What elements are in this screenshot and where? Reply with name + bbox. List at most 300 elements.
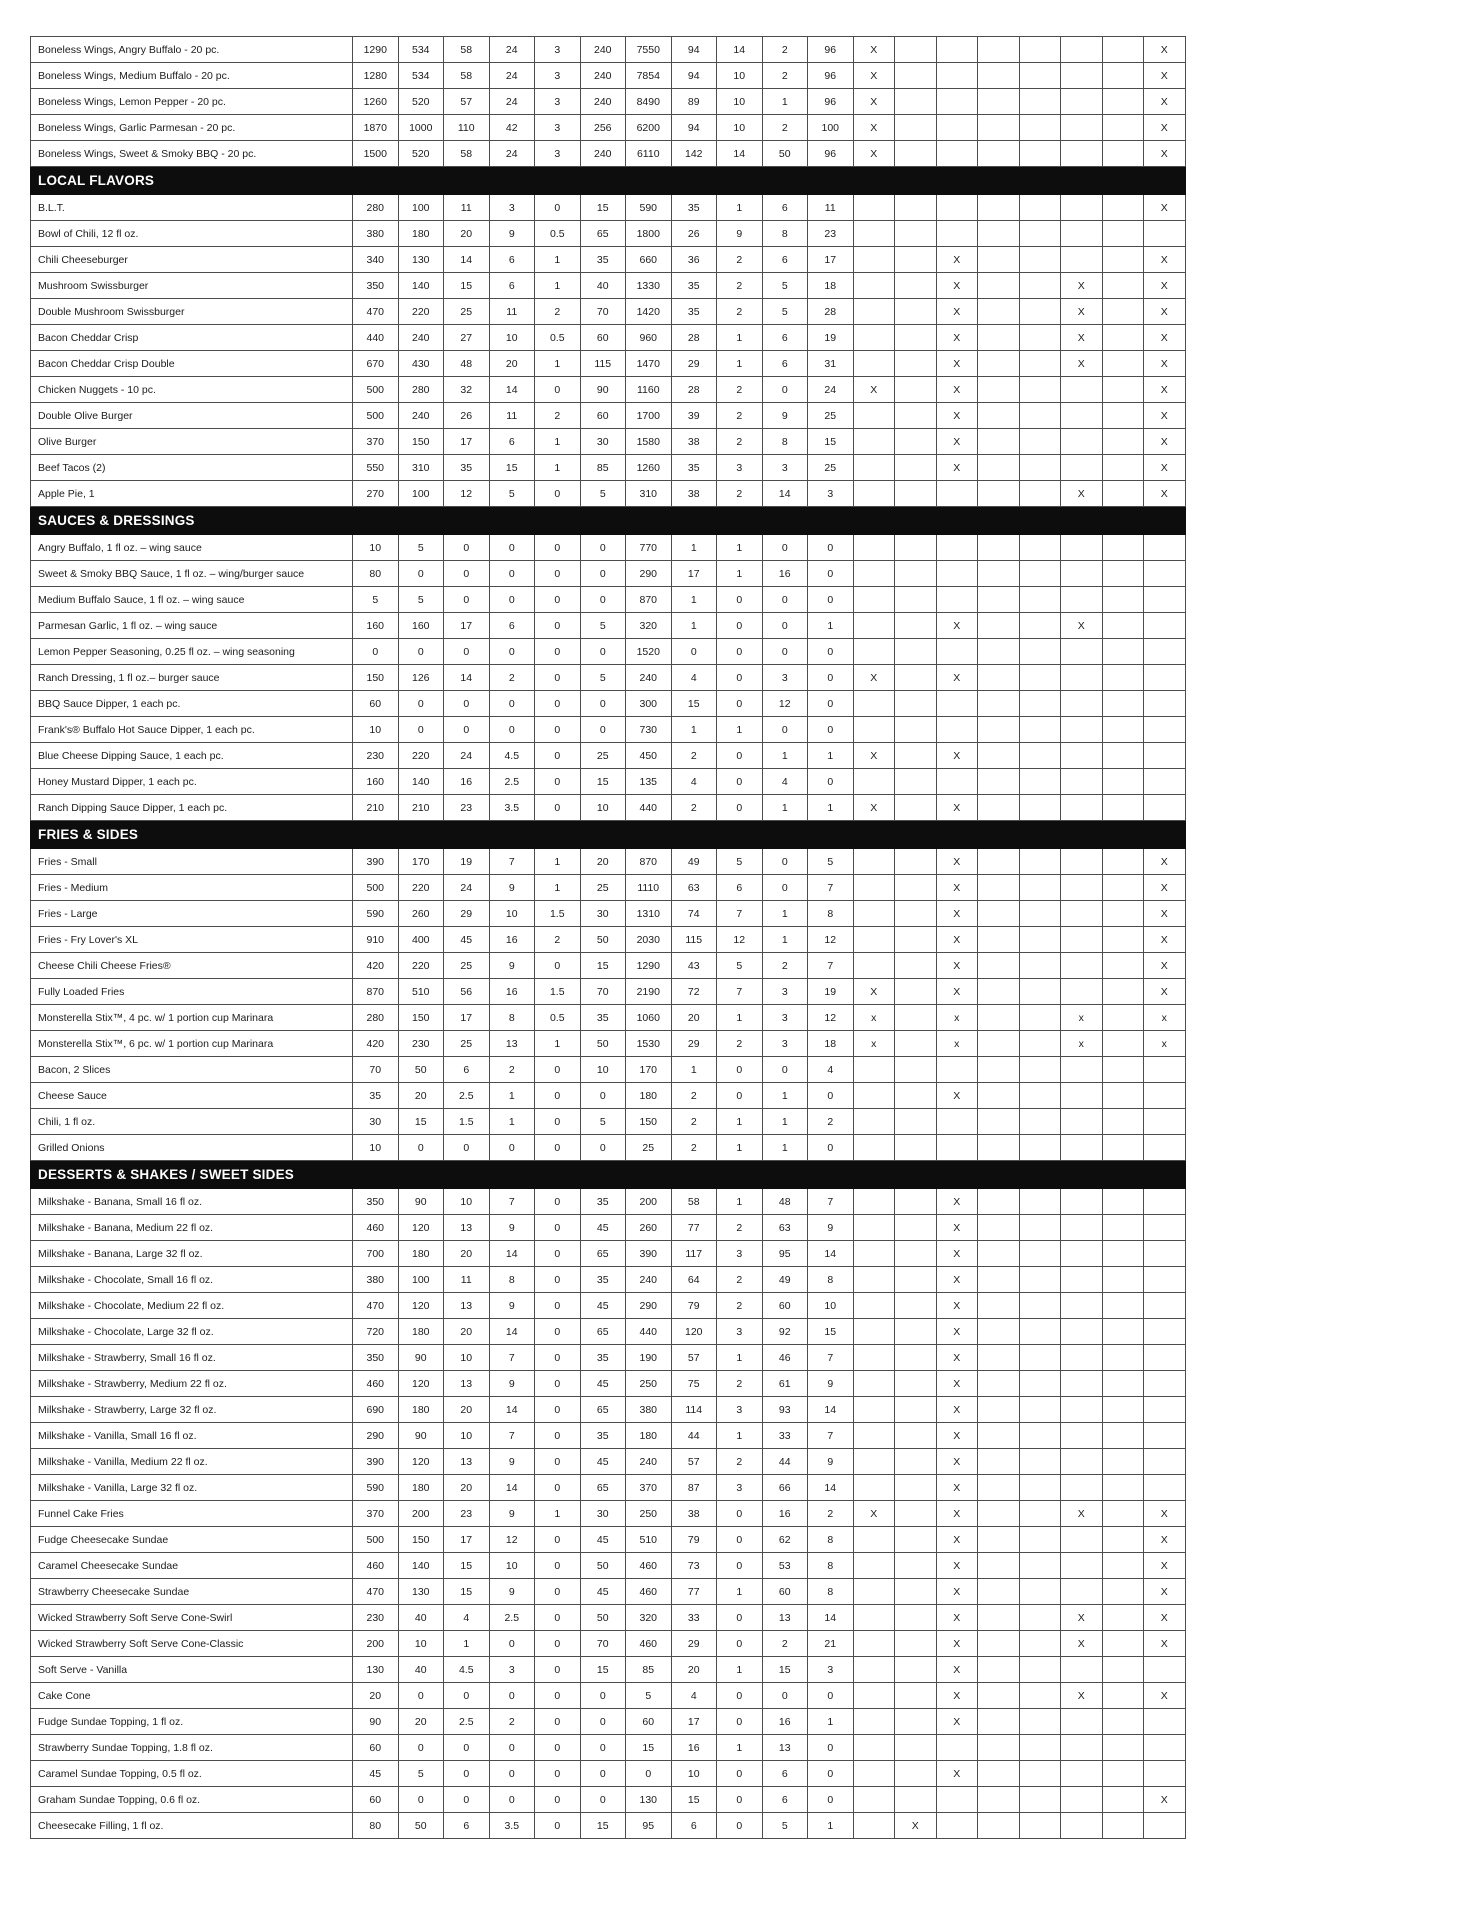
nutrition-value: 1 [762,743,808,769]
allergen-mark [895,325,937,351]
nutrition-value: 10 [717,89,763,115]
allergen-mark [1019,247,1061,273]
allergen-mark [1061,639,1103,665]
nutrition-value: 10 [717,115,763,141]
nutrition-value: 0 [535,1527,581,1553]
nutrition-value: 1 [444,1631,490,1657]
allergen-mark [1019,1657,1061,1683]
nutrition-value: 50 [580,1031,626,1057]
nutrition-value: 180 [398,1475,444,1501]
item-name: Fully Loaded Fries [31,979,353,1005]
allergen-mark [978,1345,1020,1371]
nutrition-value: 60 [762,1579,808,1605]
allergen-mark [978,63,1020,89]
section-title: LOCAL FLAVORS [31,167,1186,195]
nutrition-value: 9 [808,1215,854,1241]
allergen-mark [1144,1083,1186,1109]
allergen-mark: X [853,115,895,141]
nutrition-value: 20 [444,1475,490,1501]
allergen-mark [1144,1475,1186,1501]
nutrition-value: 440 [626,795,672,821]
table-row [31,1657,1186,1683]
allergen-mark [1144,1657,1186,1683]
item-name: Blue Cheese Dipping Sauce, 1 each pc. [31,743,353,769]
item-name: Milkshake - Vanilla, Large 32 fl oz. [31,1475,353,1501]
allergen-mark [853,1735,895,1761]
allergen-mark [1019,1709,1061,1735]
allergen-mark [853,1449,895,1475]
table-row [31,1475,1186,1501]
allergen-mark: X [936,1423,978,1449]
nutrition-value: 17 [444,613,490,639]
nutrition-value: 28 [808,299,854,325]
nutrition-value: 0 [535,1605,581,1631]
nutrition-value: 18 [808,1031,854,1057]
allergen-mark [978,639,1020,665]
nutrition-value: 0 [580,587,626,613]
nutrition-value: 45 [580,1579,626,1605]
allergen-mark [936,691,978,717]
nutrition-value: 870 [353,979,399,1005]
allergen-mark [853,325,895,351]
allergen-mark: X [1144,849,1186,875]
nutrition-value: 150 [398,429,444,455]
nutrition-value: 2 [535,403,581,429]
table-row [31,535,1186,561]
allergen-mark [1061,1579,1103,1605]
item-name: Double Mushroom Swissburger [31,299,353,325]
table-row [31,1293,1186,1319]
nutrition-value: 90 [580,377,626,403]
table-row [31,979,1186,1005]
item-name: Angry Buffalo, 1 fl oz. – wing sauce [31,535,353,561]
nutrition-value: 2 [535,299,581,325]
nutrition-value: 50 [580,1553,626,1579]
nutrition-value: 9 [489,1293,535,1319]
allergen-mark [1019,743,1061,769]
nutrition-value: 5 [580,613,626,639]
nutrition-value: 250 [626,1371,672,1397]
nutrition-value: 20 [398,1083,444,1109]
nutrition-value: 23 [444,795,490,821]
nutrition-value: 58 [444,141,490,167]
nutrition-value: 15 [580,1813,626,1839]
nutrition-value: 0 [717,639,763,665]
nutrition-value: 10 [444,1189,490,1215]
allergen-mark [895,1371,937,1397]
nutrition-value: 0 [808,535,854,561]
allergen-mark [1102,455,1144,481]
table-row [31,665,1186,691]
allergen-mark [978,1109,1020,1135]
nutrition-value: 1.5 [535,979,581,1005]
nutrition-value: 26 [444,403,490,429]
nutrition-value: 61 [762,1371,808,1397]
allergen-mark: X [1144,1631,1186,1657]
nutrition-value: 4 [762,769,808,795]
nutrition-value: 0 [535,1057,581,1083]
allergen-mark [895,351,937,377]
nutrition-value: 1.5 [444,1109,490,1135]
allergen-mark [853,1579,895,1605]
nutrition-value: 2 [762,115,808,141]
nutrition-value: 14 [808,1605,854,1631]
nutrition-value: 2 [717,1449,763,1475]
allergen-mark [1061,795,1103,821]
nutrition-value: 0 [717,1553,763,1579]
nutrition-value: 63 [762,1215,808,1241]
nutrition-value: 24 [489,141,535,167]
item-name: Monsterella Stix™, 4 pc. w/ 1 portion cup Marinara [31,1005,353,1031]
nutrition-value: 5 [717,953,763,979]
nutrition-value: 1500 [353,141,399,167]
allergen-mark [978,1189,1020,1215]
nutrition-value: 120 [398,1449,444,1475]
nutrition-value: 0 [535,1109,581,1135]
allergen-mark [895,639,937,665]
allergen-mark: X [936,1189,978,1215]
nutrition-value: 590 [626,195,672,221]
table-row [31,1527,1186,1553]
nutrition-value: 2190 [626,979,672,1005]
allergen-mark: X [853,665,895,691]
allergen-mark [1144,1293,1186,1319]
allergen-mark [978,141,1020,167]
nutrition-value: 170 [398,849,444,875]
nutrition-value: 31 [808,351,854,377]
allergen-mark [895,849,937,875]
nutrition-value: 33 [671,1605,717,1631]
nutrition-value: 94 [671,63,717,89]
nutrition-value: 2 [535,927,581,953]
nutrition-value: 240 [580,63,626,89]
nutrition-value: 50 [398,1813,444,1839]
nutrition-value: 117 [671,1241,717,1267]
allergen-mark [936,37,978,63]
nutrition-value: 20 [489,351,535,377]
item-name: Strawberry Cheesecake Sundae [31,1579,353,1605]
allergen-mark [1102,1241,1144,1267]
item-name: Frank's® Buffalo Hot Sauce Dipper, 1 each pc. [31,717,353,743]
allergen-mark [978,1527,1020,1553]
table-row [31,481,1186,507]
nutrition-value: 14 [762,481,808,507]
nutrition-value: 0.5 [535,221,581,247]
allergen-mark: x [1144,1005,1186,1031]
nutrition-value: 400 [398,927,444,953]
table-row [31,587,1186,613]
nutrition-value: 0 [535,1267,581,1293]
allergen-mark [895,1631,937,1657]
nutrition-value: 11 [808,195,854,221]
allergen-mark: x [1061,1031,1103,1057]
item-name: Mushroom Swissburger [31,273,353,299]
table-row [31,1579,1186,1605]
allergen-mark: X [936,743,978,769]
allergen-mark [1061,1397,1103,1423]
nutrition-value: 0 [762,587,808,613]
nutrition-value: 20 [444,1319,490,1345]
allergen-mark [936,1135,978,1161]
nutrition-value: 1 [717,351,763,377]
nutrition-value: 25 [444,953,490,979]
allergen-mark [895,37,937,63]
allergen-mark: X [1144,403,1186,429]
nutrition-value: 35 [671,195,717,221]
nutrition-value: 80 [353,1813,399,1839]
table-row [31,901,1186,927]
allergen-mark: X [1144,953,1186,979]
allergen-mark [1144,1709,1186,1735]
nutrition-value: 150 [398,1005,444,1031]
allergen-mark [895,1293,937,1319]
nutrition-value: 0 [762,535,808,561]
allergen-mark: X [1144,299,1186,325]
allergen-mark [1019,1083,1061,1109]
allergen-mark: X [853,89,895,115]
nutrition-value: 12 [808,927,854,953]
nutrition-value: 5 [398,1761,444,1787]
allergen-mark [936,221,978,247]
nutrition-value: 10 [398,1631,444,1657]
nutrition-value: 0 [535,1761,581,1787]
table-row [31,1005,1186,1031]
nutrition-value: 590 [353,901,399,927]
nutrition-value: 0 [535,1371,581,1397]
nutrition-value: 2 [671,743,717,769]
allergen-mark [853,535,895,561]
item-name: Graham Sundae Topping, 0.6 fl oz. [31,1787,353,1813]
nutrition-value: 140 [398,273,444,299]
nutrition-value: 0 [444,535,490,561]
allergen-mark [1144,1449,1186,1475]
allergen-mark [1061,1135,1103,1161]
section-title: DESSERTS & SHAKES / SWEET SIDES [31,1161,1186,1189]
nutrition-value: 9 [489,1579,535,1605]
allergen-mark [853,717,895,743]
nutrition-value: 32 [444,377,490,403]
nutrition-value: 180 [398,221,444,247]
nutrition-value: 0 [808,769,854,795]
allergen-mark [1102,1031,1144,1057]
nutrition-value: 1330 [626,273,672,299]
nutrition-value: 15 [808,429,854,455]
allergen-mark [1019,1475,1061,1501]
allergen-mark [1102,247,1144,273]
item-name: Milkshake - Banana, Large 32 fl oz. [31,1241,353,1267]
allergen-mark [853,1345,895,1371]
nutrition-value: 500 [353,377,399,403]
nutrition-value: 0 [717,1527,763,1553]
allergen-mark [1102,1083,1144,1109]
nutrition-value: 8 [808,901,854,927]
item-name: Monsterella Stix™, 6 pc. w/ 1 portion cup Marinara [31,1031,353,1057]
allergen-mark: X [936,455,978,481]
allergen-mark [895,221,937,247]
allergen-mark: X [1144,89,1186,115]
allergen-mark: X [1061,1631,1103,1657]
allergen-mark [1102,89,1144,115]
nutrition-value: 14 [808,1475,854,1501]
allergen-mark: X [1144,1553,1186,1579]
nutrition-value: 6 [762,325,808,351]
nutrition-value: 1470 [626,351,672,377]
nutrition-value: 15 [580,1657,626,1683]
allergen-mark [853,613,895,639]
nutrition-value: 460 [353,1553,399,1579]
allergen-mark [1019,1761,1061,1787]
nutrition-value: 0 [535,587,581,613]
allergen-mark [1102,1813,1144,1839]
allergen-mark: X [936,1371,978,1397]
nutrition-value: 240 [626,665,672,691]
allergen-mark: x [853,1031,895,1057]
table-row [31,115,1186,141]
nutrition-value: 25 [808,455,854,481]
item-name: Funnel Cake Fries [31,1501,353,1527]
allergen-mark [978,1241,1020,1267]
nutrition-value: 100 [398,481,444,507]
nutrition-value: 0 [535,1709,581,1735]
allergen-mark [1144,795,1186,821]
allergen-mark [1102,1135,1144,1161]
allergen-mark [978,1397,1020,1423]
nutrition-value: 12 [808,1005,854,1031]
nutrition-value: 16 [489,927,535,953]
nutrition-value: 20 [671,1005,717,1031]
nutrition-value: 500 [353,875,399,901]
nutrition-value: 25 [626,1135,672,1161]
allergen-mark [895,403,937,429]
nutrition-value: 0 [580,1761,626,1787]
nutrition-value: 280 [353,1005,399,1031]
nutrition-value: 370 [626,1475,672,1501]
nutrition-value: 3 [808,481,854,507]
allergen-mark [978,247,1020,273]
nutrition-value: 240 [580,141,626,167]
allergen-mark [1144,1423,1186,1449]
nutrition-value: 72 [671,979,717,1005]
allergen-mark: X [1144,1787,1186,1813]
nutrition-value: 7 [489,1189,535,1215]
allergen-mark [853,1683,895,1709]
nutrition-value: 66 [762,1475,808,1501]
nutrition-value: 7 [808,875,854,901]
allergen-mark [1061,221,1103,247]
allergen-mark [853,1761,895,1787]
nutrition-value: 6 [489,613,535,639]
nutrition-value: 5 [717,849,763,875]
allergen-mark [978,351,1020,377]
nutrition-value: 0 [671,639,717,665]
allergen-mark [853,1423,895,1449]
nutrition-value: 45 [580,1527,626,1553]
table-row [31,429,1186,455]
nutrition-value: 25 [580,743,626,769]
allergen-mark [1102,1579,1144,1605]
nutrition-value: 130 [353,1657,399,1683]
nutrition-value: 1260 [353,89,399,115]
allergen-mark [978,1267,1020,1293]
nutrition-value: 7 [717,901,763,927]
nutrition-value: 3 [762,1005,808,1031]
nutrition-value: 2 [762,37,808,63]
nutrition-value: 0 [717,769,763,795]
nutrition-value: 100 [808,115,854,141]
nutrition-value: 10 [580,795,626,821]
allergen-mark: X [1061,273,1103,299]
nutrition-value: 0 [717,1813,763,1839]
nutrition-value: 48 [762,1189,808,1215]
allergen-mark [1061,979,1103,1005]
nutrition-value: 350 [353,1189,399,1215]
nutrition-value: 500 [353,1527,399,1553]
allergen-mark [936,561,978,587]
nutrition-value: 1 [671,1057,717,1083]
nutrition-value: 256 [580,115,626,141]
allergen-mark [1061,1371,1103,1397]
nutrition-value: 70 [580,1631,626,1657]
nutrition-value: 1 [808,1813,854,1839]
nutrition-value: 15 [626,1735,672,1761]
allergen-mark: X [895,1813,937,1839]
allergen-mark [936,195,978,221]
allergen-mark [853,1371,895,1397]
allergen-mark: X [1061,325,1103,351]
allergen-mark [895,299,937,325]
nutrition-value: 0 [717,1787,763,1813]
nutrition-value: 25 [808,403,854,429]
allergen-mark [1061,1083,1103,1109]
allergen-mark: X [1144,351,1186,377]
nutrition-value: 0 [808,665,854,691]
nutrition-value: 20 [444,1397,490,1423]
nutrition-value: 1 [717,1423,763,1449]
nutrition-value: 14 [489,377,535,403]
nutrition-value: 230 [353,743,399,769]
allergen-mark [853,1527,895,1553]
allergen-mark [1102,115,1144,141]
nutrition-value: 0 [626,1761,672,1787]
nutrition-value: 40 [398,1605,444,1631]
allergen-mark [853,561,895,587]
nutrition-value: 16 [762,1709,808,1735]
nutrition-value: 350 [353,273,399,299]
nutrition-value: 42 [489,115,535,141]
allergen-mark [895,141,937,167]
nutrition-value: 470 [353,1579,399,1605]
allergen-mark: X [1061,1605,1103,1631]
allergen-mark [1102,795,1144,821]
nutrition-value: 0 [808,717,854,743]
nutrition-value: 2 [762,1631,808,1657]
allergen-mark [1102,1397,1144,1423]
allergen-mark [895,1319,937,1345]
allergen-mark [978,273,1020,299]
nutrition-value: 1 [671,717,717,743]
allergen-mark [1102,1449,1144,1475]
allergen-mark [1102,691,1144,717]
allergen-mark [1061,561,1103,587]
nutrition-value: 35 [353,1083,399,1109]
nutrition-value: 13 [762,1605,808,1631]
allergen-mark [1061,1553,1103,1579]
nutrition-value: 3 [717,455,763,481]
nutrition-value: 45 [580,1371,626,1397]
nutrition-value: 1 [717,535,763,561]
nutrition-value: 0 [398,691,444,717]
table-row [31,1423,1186,1449]
